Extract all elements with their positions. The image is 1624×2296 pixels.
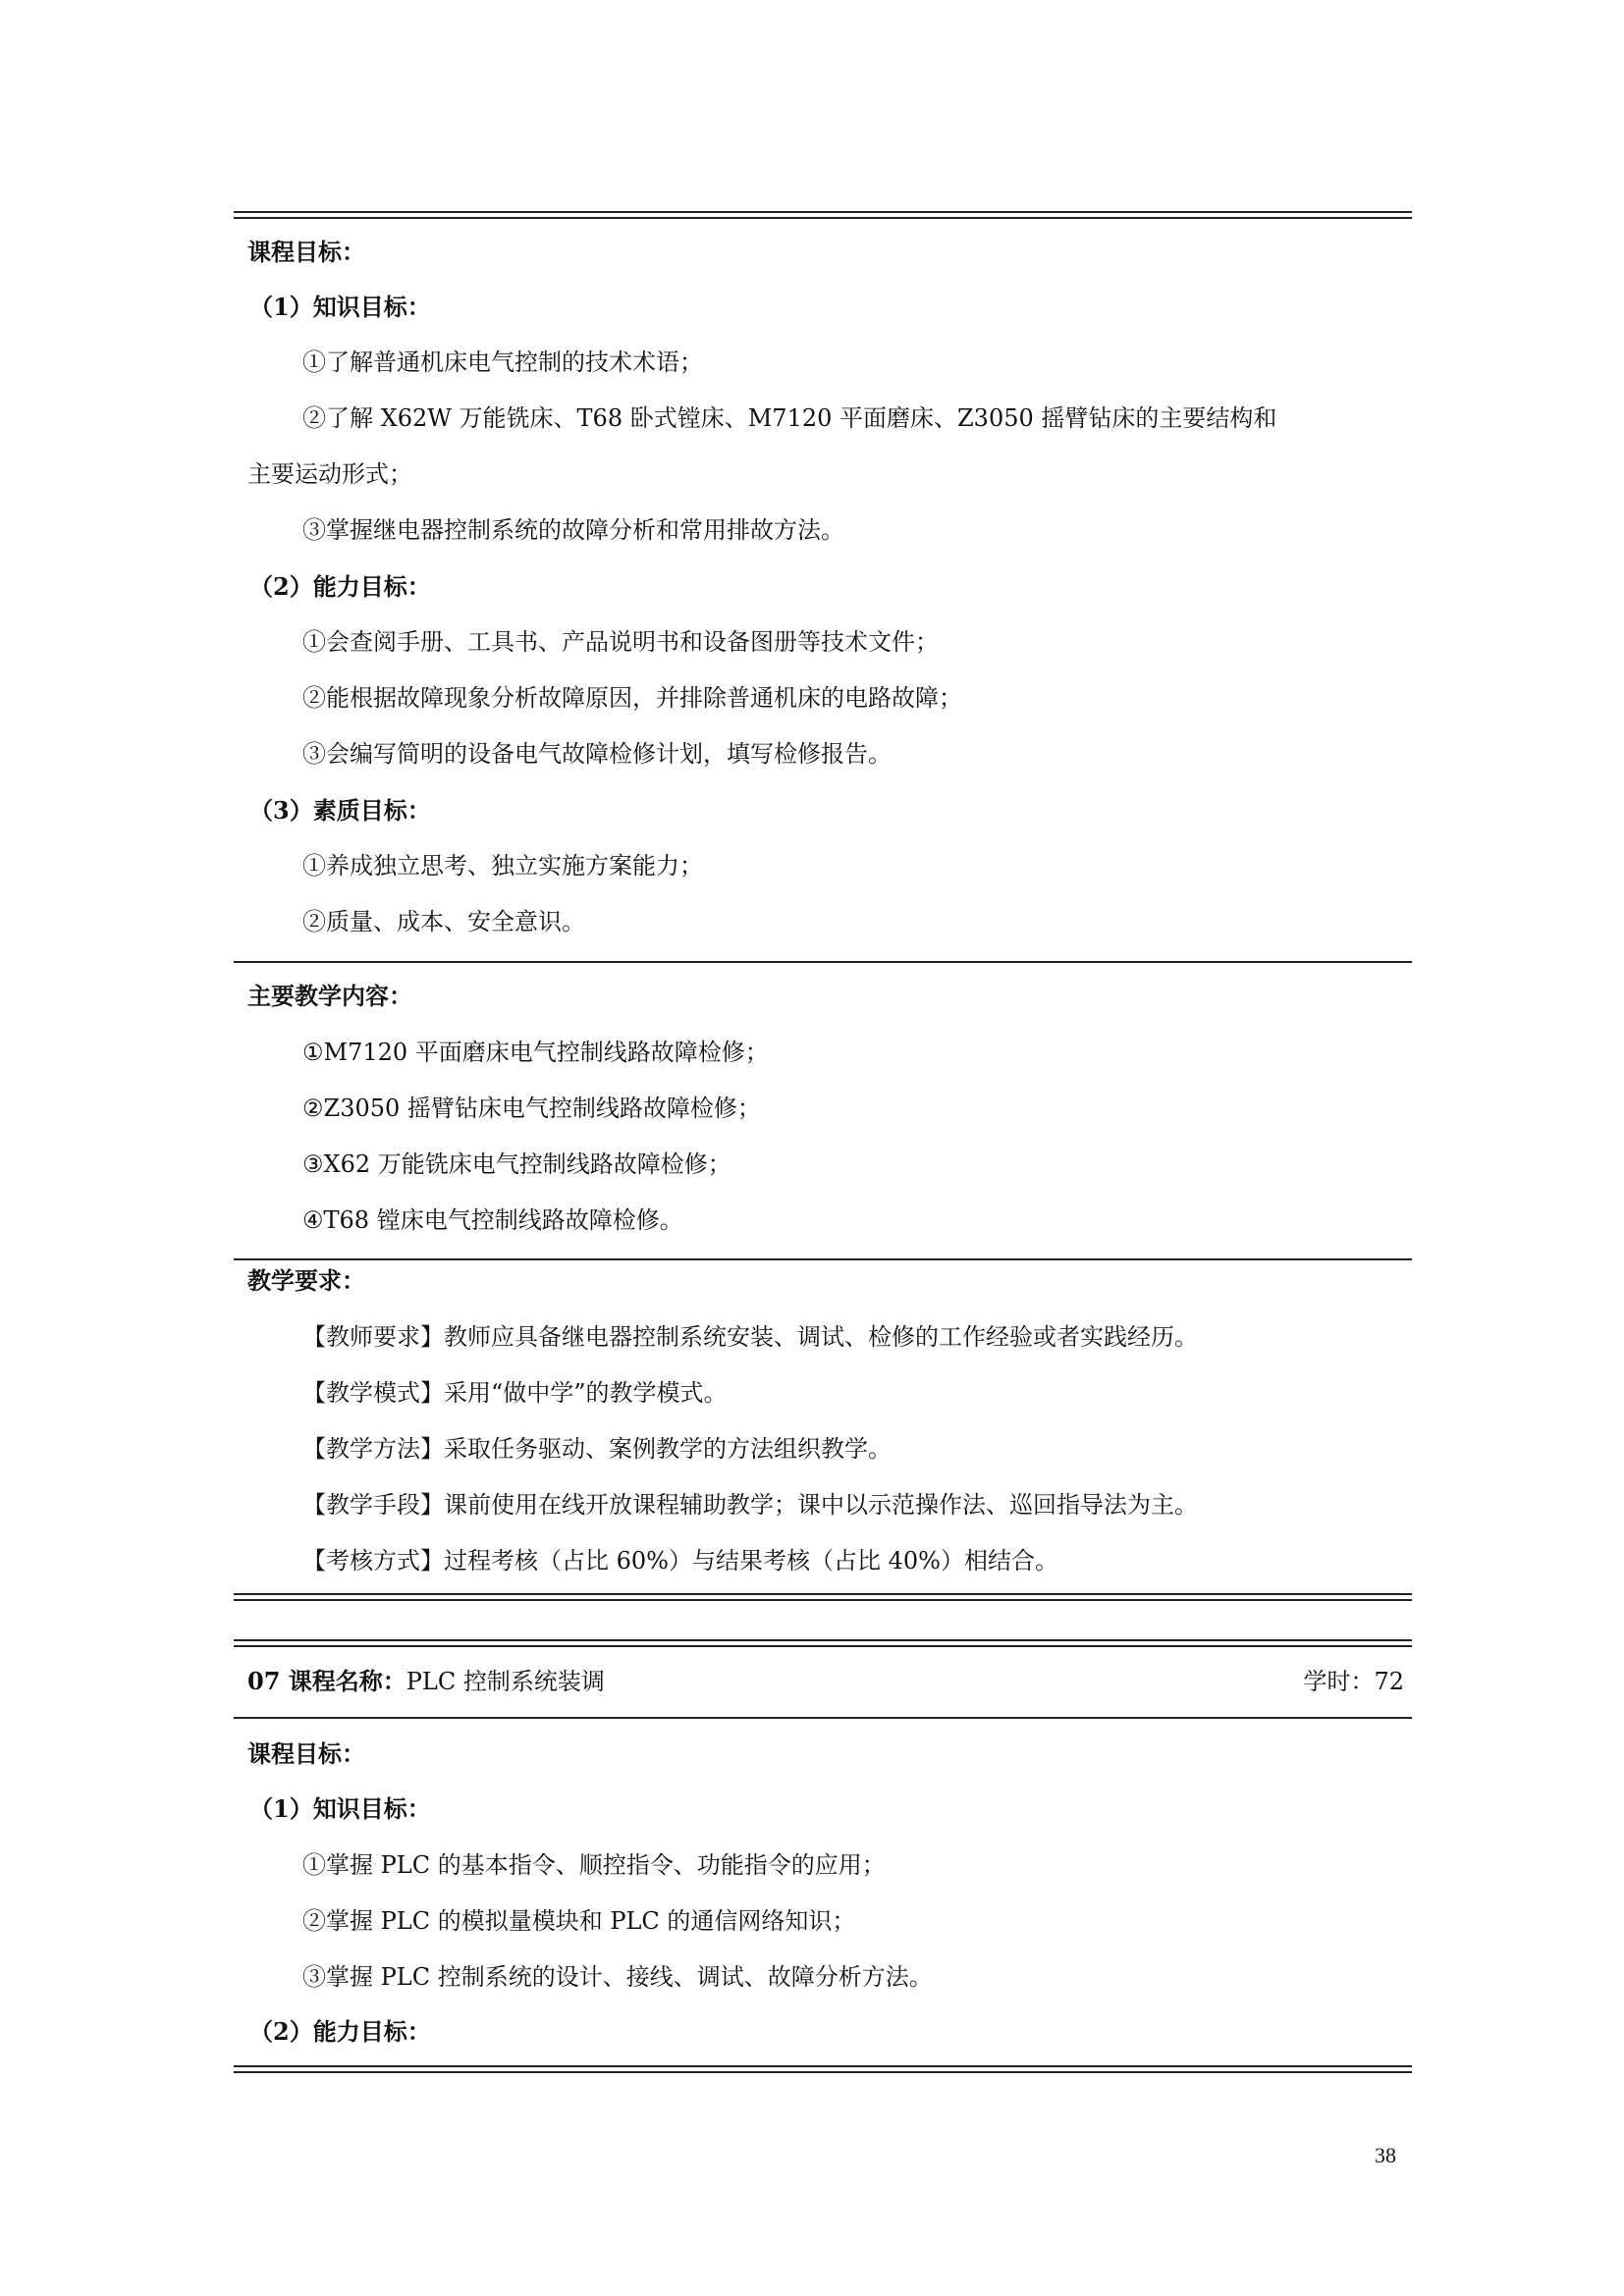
ability-item: ①会查阅手册、工具书、产品说明书和设备图册等技术文件； [302, 628, 939, 656]
knowledge-item: ②掌握 PLC 的模拟量模块和 PLC 的通信网络知识； [302, 1907, 856, 1935]
knowledge-item: ③掌握继电器控制系统的故障分析和常用排故方法。 [302, 516, 844, 544]
ability-item: ③会编写简明的设备电气故障检修计划，填写检修报告。 [302, 740, 892, 768]
knowledge-item: ②了解 X62W 万能铣床、T68 卧式镗床、M7120 平面磨床、Z3050 摇臂钻床的主要结构和 [302, 404, 1277, 432]
hours-label: 学时： [1303, 1668, 1375, 1695]
requirement-item: 【教学方法】采取任务驱动、案例教学的方法组织教学。 [302, 1435, 892, 1463]
knowledge-item-continuation: 主要运动形式； [247, 460, 412, 488]
knowledge-goals-heading: （1）知识目标： [249, 293, 431, 321]
knowledge-item: ③掌握 PLC 控制系统的设计、接线、调试、故障分析方法。 [302, 1963, 933, 1991]
top-double-rule [234, 211, 1412, 219]
knowledge-item: ①了解普通机床电气控制的技术术语； [302, 348, 703, 376]
quality-item: ②质量、成本、安全意识。 [302, 908, 585, 935]
teaching-content-heading: 主要教学内容： [247, 982, 412, 1010]
teaching-content-item: ③X62 万能铣床电气控制线路故障检修； [302, 1150, 731, 1178]
teaching-content-item: ②Z3050 摇臂钻床电气控制线路故障检修； [302, 1095, 761, 1122]
section-divider [234, 1717, 1412, 1719]
requirement-item: 【教学手段】课前使用在线开放课程辅助教学；课中以示范操作法、巡回指导法为主。 [302, 1491, 1198, 1519]
section-end-double-rule [234, 1593, 1412, 1601]
hours-value: 72 [1374, 1668, 1404, 1695]
section-start-double-rule [234, 1639, 1412, 1647]
requirement-item: 【教学模式】采用“做中学”的教学模式。 [302, 1379, 728, 1407]
requirement-item: 【教师要求】教师应具备继电器控制系统安装、调试、检修的工作经验或者实践经历。 [302, 1323, 1198, 1351]
knowledge-goals-heading: （1）知识目标： [249, 1794, 431, 1823]
ability-goals-heading: （2）能力目标： [249, 572, 431, 601]
course-goals-heading: 课程目标： [247, 1739, 365, 1768]
requirement-item: 【考核方式】过程考核（占比 60%）与结果考核（占比 40%）相结合。 [302, 1547, 1058, 1575]
page-number: 38 [1375, 2143, 1396, 2167]
quality-goals-heading: （3）素质目标： [249, 796, 431, 825]
course-hours [1303, 1666, 1404, 1697]
ability-item: ②能根据故障现象分析故障原因，并排除普通机床的电路故障； [302, 684, 962, 712]
quality-item: ①养成独立思考、独立实施方案能力； [302, 852, 703, 880]
course-goals-heading: 课程目标： [247, 238, 365, 266]
teaching-content-item: ④T68 镗床电气控制线路故障检修。 [302, 1206, 683, 1234]
knowledge-item: ①掌握 PLC 的基本指令、顺控指令、功能指令的应用； [302, 1851, 886, 1879]
course-name: PLC 控制系统装调 [406, 1668, 605, 1695]
section-divider [234, 1258, 1412, 1260]
teaching-requirements-heading: 教学要求： [247, 1266, 365, 1295]
teaching-content-item: ①M7120 平面磨床电气控制线路故障检修； [302, 1039, 769, 1066]
course-name-label: 07 课程名称： [247, 1667, 406, 1695]
bottom-double-rule [234, 2065, 1412, 2073]
section-divider [234, 961, 1412, 963]
course-title-row [247, 1666, 605, 1697]
ability-goals-heading: （2）能力目标： [249, 2017, 431, 2046]
